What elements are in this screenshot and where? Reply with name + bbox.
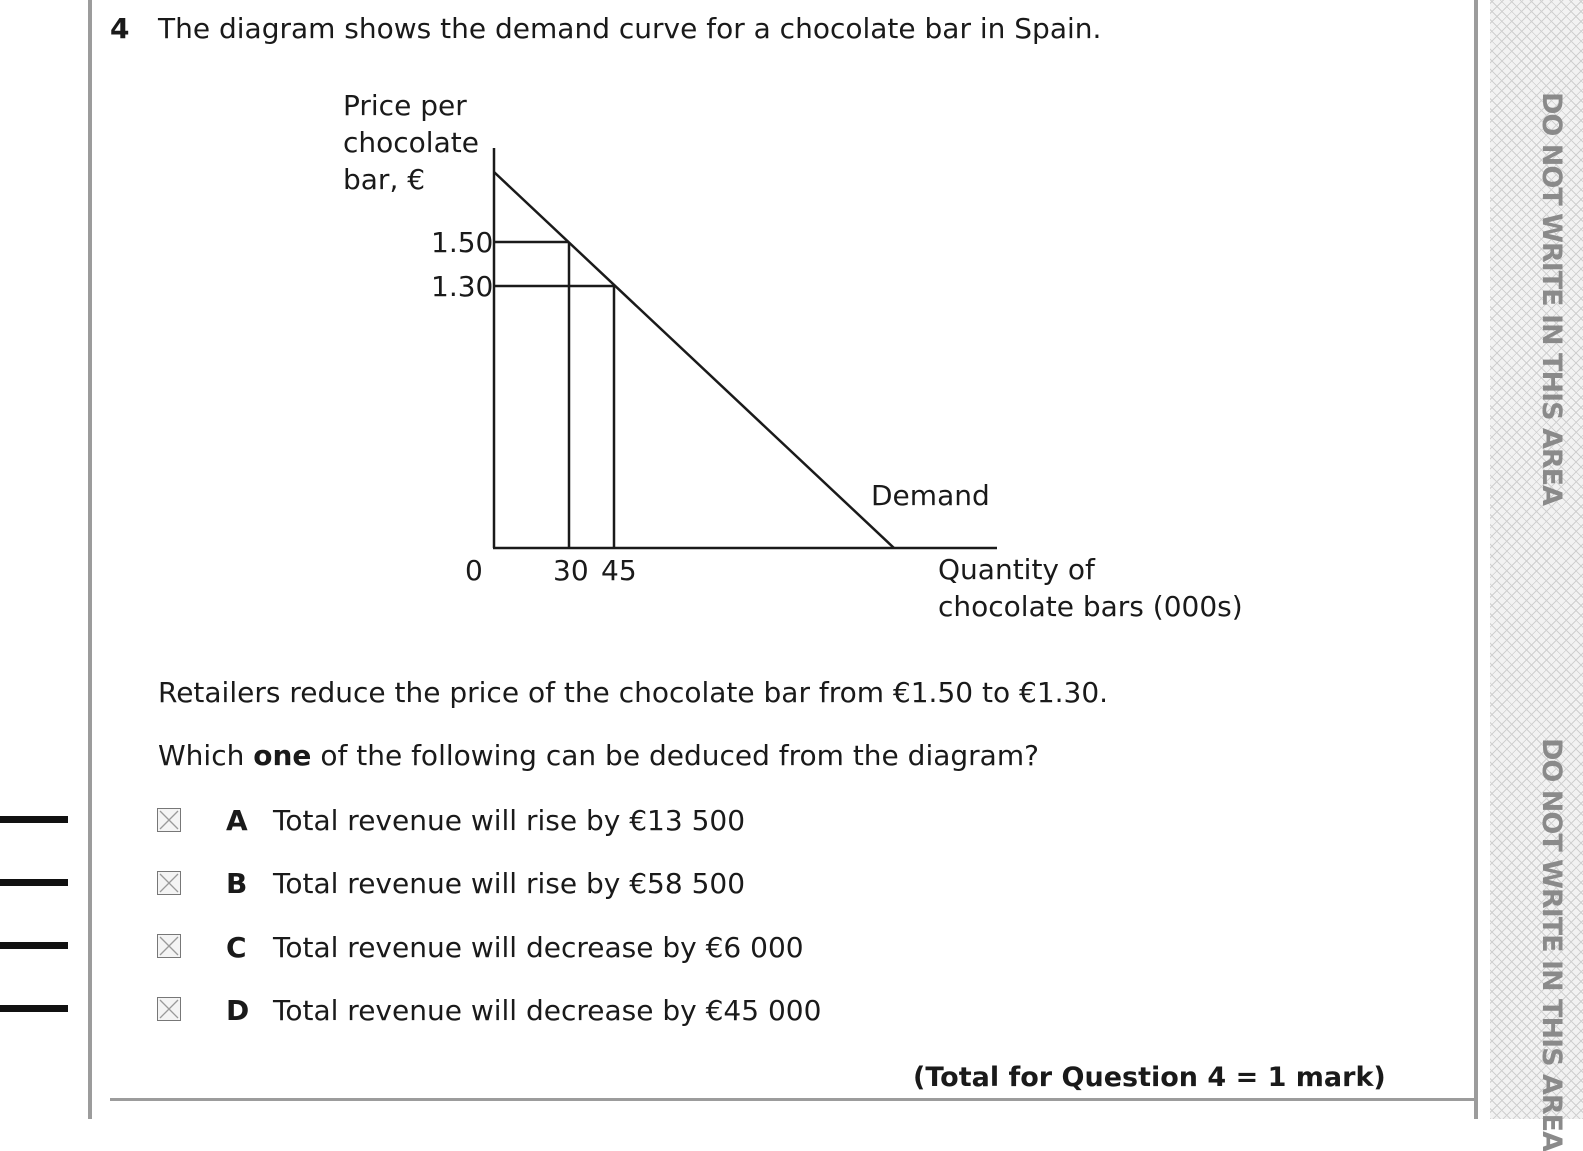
option-a-letter: A <box>226 804 248 837</box>
question-number: 4 <box>110 12 130 45</box>
x-tick-label-30: 30 <box>553 554 589 587</box>
option-d-letter: D <box>226 994 250 1027</box>
y-axis-label-line-1: Price per <box>343 89 467 122</box>
x-axis-label-line-1: Quantity of <box>938 553 1095 586</box>
prompt-emphasis: one <box>253 739 312 772</box>
margin-tick-a <box>0 816 68 823</box>
margin-tick-b <box>0 879 68 886</box>
bottom-rule <box>110 1098 1474 1101</box>
option-d-text: Total revenue will decrease by €45 000 <box>273 994 822 1027</box>
demand-curve-label: Demand <box>871 479 990 512</box>
option-a-checkbox[interactable] <box>157 808 181 832</box>
question-prompt <box>158 739 1039 772</box>
cross-icon <box>158 998 180 1020</box>
option-c-checkbox[interactable] <box>157 934 181 958</box>
cross-icon <box>158 809 180 831</box>
option-c-text: Total revenue will decrease by €6 000 <box>273 931 804 964</box>
y-tick-label-130: 1.30 <box>431 270 494 303</box>
demand-diagram <box>0 0 1300 640</box>
origin-label: 0 <box>465 554 483 587</box>
option-b-letter: B <box>226 867 248 900</box>
option-b-checkbox[interactable] <box>157 871 181 895</box>
y-tick-label-150: 1.50 <box>431 226 494 259</box>
scenario-statement: Retailers reduce the price of the chocolate bar from €1.50 to €1.30. <box>158 676 1109 709</box>
margin-tick-c <box>0 942 68 949</box>
prompt-after: of the following can be deduced from the diagram? <box>311 739 1039 772</box>
y-axis-label-line-2: chocolate <box>343 126 479 159</box>
option-d-checkbox[interactable] <box>157 997 181 1021</box>
demand-curve <box>494 172 894 548</box>
margin-notice-bottom: DO NOT WRITE IN THIS AREA <box>1536 738 1567 1151</box>
option-b-text: Total revenue will rise by €58 500 <box>273 867 746 900</box>
y-axis-label-line-3: bar, € <box>343 163 426 196</box>
question-text: The diagram shows the demand curve for a chocolate bar in Spain. <box>158 12 1102 45</box>
prompt-before: Which <box>158 739 254 772</box>
margin-tick-d <box>0 1005 68 1012</box>
question-total-marks: (Total for Question 4 = 1 mark) <box>913 1062 1386 1093</box>
x-axis-label-line-2: chocolate bars (000s) <box>938 590 1243 623</box>
cross-icon <box>158 872 180 894</box>
option-c-letter: C <box>226 931 247 964</box>
right-margin-rule <box>1474 0 1478 1119</box>
margin-notice-top: DO NOT WRITE IN THIS AREA <box>1536 92 1567 505</box>
cross-icon <box>158 935 180 957</box>
option-a-text: Total revenue will rise by €13 500 <box>273 804 746 837</box>
x-tick-label-45: 45 <box>601 554 637 587</box>
